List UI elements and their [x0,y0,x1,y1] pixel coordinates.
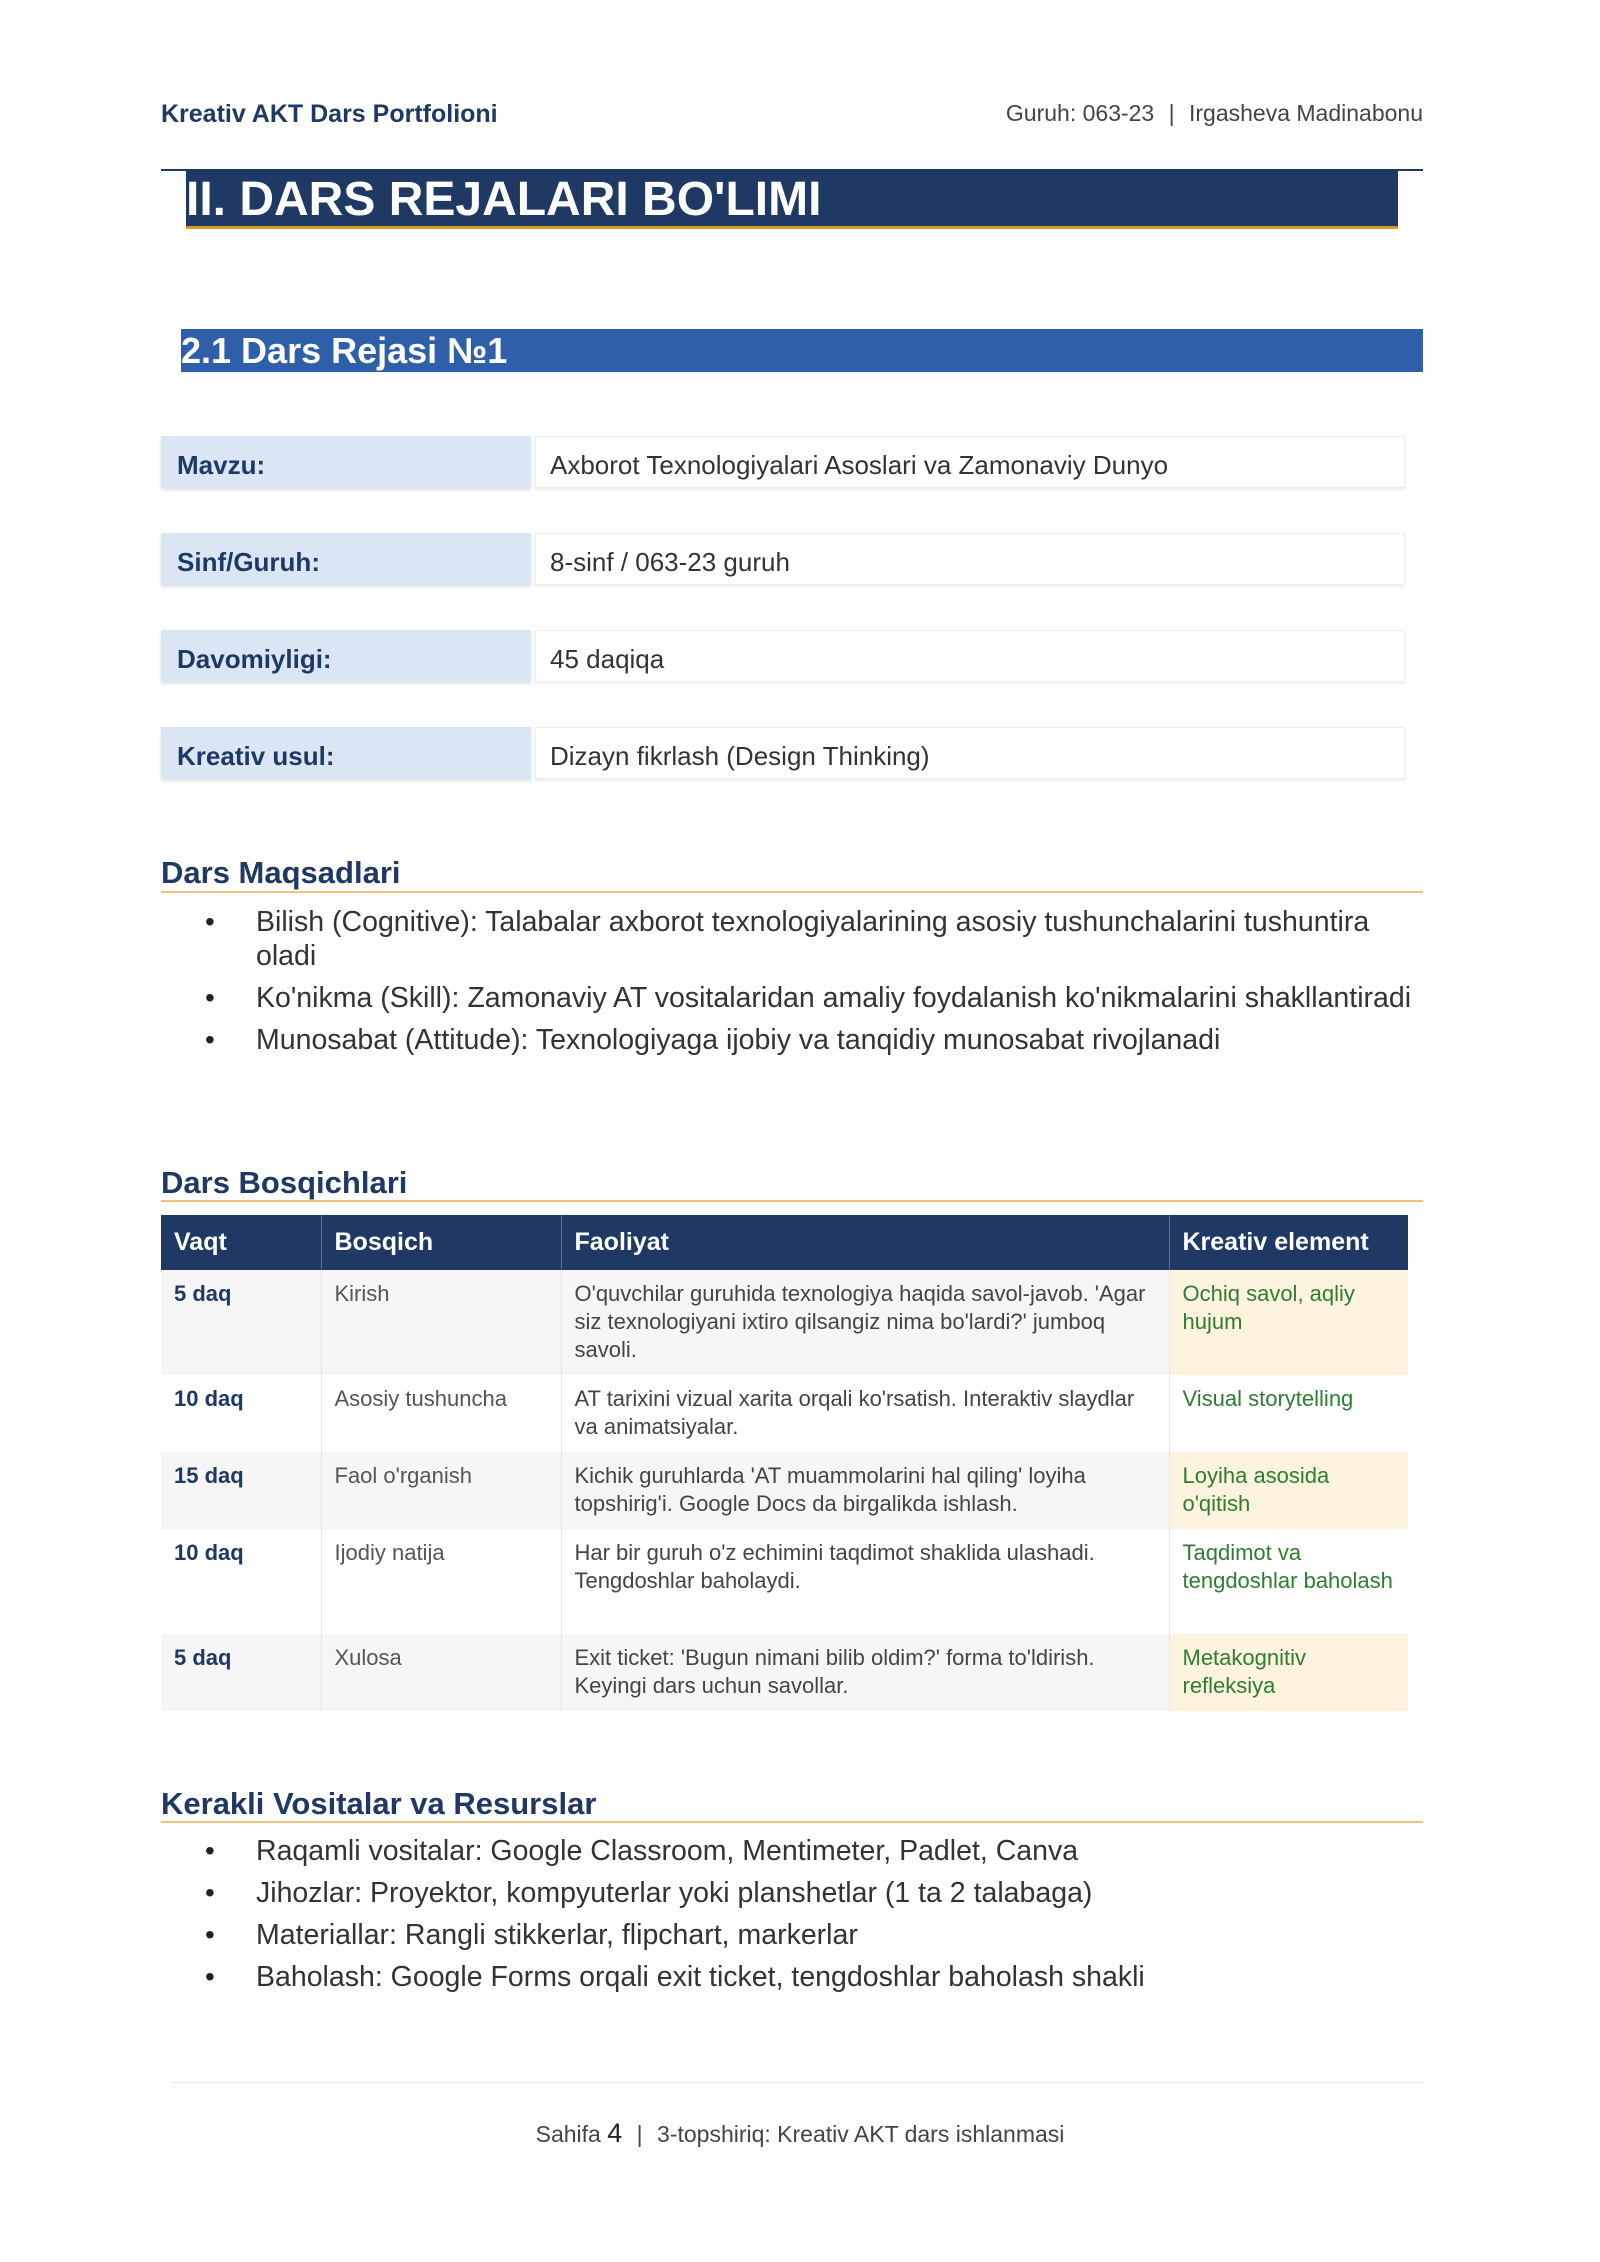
creative-cell: Visual storytelling [1169,1375,1408,1452]
info-value-cell [535,630,1405,682]
activity-cell: Exit ticket: 'Bugun nimani bilib oldim?' forma to'ldirish. Keyingi dars uchun savollar. [561,1634,1169,1711]
subsection-title: 2.1 Dars Rejasi №1 [181,330,508,371]
group-label: Guruh: 063-23 [1005,100,1155,126]
stages-table [161,1215,1408,1711]
footer-divider [172,2082,1423,2083]
column-header: Vaqt [161,1215,321,1270]
stages-heading: Dars Bosqichlari [161,1165,408,1200]
info-value: Axborot Texnologiyalari Asoslari va Zamonaviy Dunyo [550,450,1169,480]
section-title: II. DARS REJALARI BO'LIMI [186,173,822,226]
page-label: Sahifa [535,2121,601,2147]
info-label: Sinf/Guruh: [177,547,320,577]
list-item: • Baholash: Google Forms orqali exit ticket, tengdoshlar baholash shakli [205,1960,1420,1994]
resources-heading: Kerakli Vositalar va Resurslar [161,1786,597,1821]
column-header: Bosqich [321,1215,561,1270]
column-header: Kreativ element [1169,1215,1408,1270]
subsection-banner [181,329,1423,372]
info-label: Mavzu: [177,450,266,480]
info-label-cell [161,436,531,488]
time-cell: 5 daq [161,1634,321,1711]
stage-cell: Ijodiy natija [321,1529,561,1634]
page-footer [0,2118,1600,2149]
column-header: Faoliyat [561,1215,1169,1270]
stage-cell: Kirish [321,1270,561,1375]
list-item: • Bilish (Cognitive): Talabalar axborot texnologiyalarining asosiy tushunchalarini tushuntira oladi [205,905,1420,973]
list-item: • Munosabat (Attitude): Texnologiyaga ijobiy va tanqidiy munosabat rivojlanadi [205,1023,1420,1057]
time-cell: 5 daq [161,1270,321,1375]
table-row [161,1529,1408,1634]
table-row [161,1270,1408,1375]
author-name: Irgasheva Madinabonu [1189,100,1423,126]
goals-heading: Dars Maqsadlari [161,855,401,890]
activity-cell: AT tarixini vizual xarita orqali ko'rsatish. Interaktiv slaydlar va animatsiyalar. [561,1375,1169,1452]
goals-heading-underline [161,891,1423,893]
time-cell: 15 daq [161,1452,321,1529]
table-header-row [161,1215,1408,1270]
activity-cell: O'quvchilar guruhida texnologiya haqida savol-javob. 'Agar siz texnologiyani ixtiro qilsangiz nima bo'lardi?' jumboq savoli. [561,1270,1169,1375]
stage-cell: Asosiy tushuncha [321,1375,561,1452]
stage-cell: Faol o'rganish [321,1452,561,1529]
info-row-topic [161,436,1406,488]
assignment-title: 3-topshiriq: Kreativ AKT dars ishlanmasi [657,2121,1065,2147]
header-separator: | [1168,100,1175,126]
list-item: • Materiallar: Rangli stikkerlar, flipchart, markerlar [205,1918,1420,1952]
info-value: 8-sinf / 063-23 guruh [550,547,790,577]
info-label-cell [161,727,531,779]
info-value-cell [535,727,1405,779]
table-row [161,1634,1408,1711]
creative-cell: Metakognitiv refleksiya [1169,1634,1408,1711]
header-meta [1006,100,1423,127]
info-value-cell [535,533,1405,585]
table-row [161,1375,1408,1452]
portfolio-title: Kreativ AKT Dars Portfolioni [161,100,498,128]
resources-list [205,1834,1420,2002]
info-row-duration [161,630,1406,682]
info-row-class [161,533,1406,585]
time-cell: 10 daq [161,1529,321,1634]
list-item: • Raqamli vositalar: Google Classroom, Mentimeter, Padlet, Canva [205,1834,1420,1868]
resources-heading-underline [161,1821,1423,1823]
info-label: Kreativ usul: [177,741,335,771]
page-number: 4 [607,2118,623,2148]
section-banner [186,170,1398,229]
creative-cell: Taqdimot va tengdoshlar baholash [1169,1529,1408,1634]
goals-list [205,905,1420,1065]
activity-cell: Har bir guruh o'z echimini taqdimot shaklida ulashadi. Tengdoshlar baholaydi. [561,1529,1169,1634]
info-row-method [161,727,1406,779]
list-item: • Ko'nikma (Skill): Zamonaviy AT vositalaridan amaliy foydalanish ko'nikmalarini shakllantiradi [205,981,1420,1015]
creative-cell: Ochiq savol, aqliy hujum [1169,1270,1408,1375]
stages-heading-underline [161,1200,1423,1202]
footer-separator: | [636,2121,643,2147]
table-row [161,1452,1408,1529]
info-label-cell [161,533,531,585]
list-item: • Jihozlar: Proyektor, kompyuterlar yoki planshetlar (1 ta 2 talabaga) [205,1876,1420,1910]
info-label: Davomiyligi: [177,644,332,674]
info-label-cell [161,630,531,682]
info-value: 45 daqiqa [550,644,665,674]
creative-cell: Loyiha asosida o'qitish [1169,1452,1408,1529]
info-value: Dizayn fikrlash (Design Thinking) [550,741,930,771]
time-cell: 10 daq [161,1375,321,1452]
stage-cell: Xulosa [321,1634,561,1711]
info-value-cell [535,436,1405,488]
activity-cell: Kichik guruhlarda 'AT muammolarini hal qiling' loyiha topshirig'i. Google Docs da birgalikda ishlash. [561,1452,1169,1529]
